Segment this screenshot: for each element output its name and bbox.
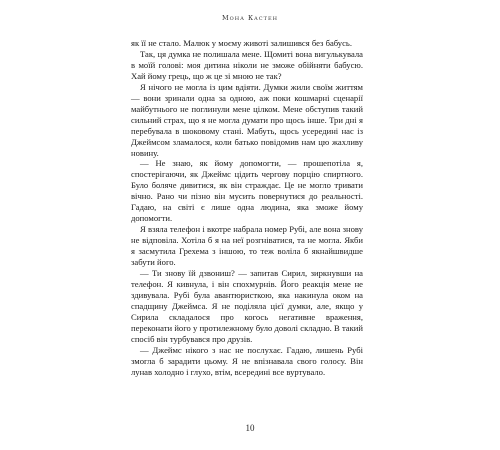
body-text	[131, 38, 363, 378]
paragraph: Я нічого не могла із цим вдіяти. Думки жили своїм життям — вони зринали одна за одною, аж поки кошмарні сценарії майбутнього не поглинули мене цілком. Мене обступив такий сильний страх, що я не могла думати про щось інше. Три дні я перебувала в шоковому стані. Мабуть, щось усередині нас із Джеймсом зламалося, коли батько повідомив нам цю жахливу новину.	[131, 81, 363, 158]
paragraph: як її не стало. Малюк у моєму животі залишився без бабусь.	[131, 38, 352, 48]
page-number: 10	[245, 423, 255, 433]
paragraph: — Не знаю, як йому допомогти, — прошепотіла я, спостерігаючи, як Джеймс цідить чергову порцію спиртного. Було боляче дивитися, як він страждає. Це не могло тривати вічно. Рано чи пізно він мусить повернутися до реальності. Гадаю, на світі є лише одна людина, яка зможе йому допомогти.	[131, 158, 363, 224]
paragraph: Так, ця думка не полишала мене. Щомиті вона вигулькувала в моїй голові: моя дитина ніколи не зможе обійняти бабусю. Хай йому грець, що ж це зі мною не так?	[131, 48, 363, 81]
paragraph: — Джеймс нікого з нас не послухає. Гадаю, лишень Рубі змогла б зарадити цьому. Я не впізнавала свого голосу. Він лунав холодно і глухо, втім, всередині все вуртувало.	[131, 344, 363, 377]
paragraph: Я взяла телефон і вкотре набрала номер Рубі, але вона знову не відповіла. Хотіла б я на неї розгніватися, та не могла. Якби я засмутила Грехема з іншою, то теж воліла б якнайшвидше забути його.	[131, 224, 363, 268]
running-head: Мона Кастен	[222, 14, 278, 22]
paragraph: — Ти знову їй дзвониш? — запитав Сирил, зиркнувши на телефон. Я кивнула, і він спохмурнів. Його реакція мене не здивувала. Рубі була авантюристкою, яка накинула оком на спадщину Джеймса. Я не поділяла цієї думки, але, якщо у Сирила складалося про когось негативне враження, переконати його у протилежному було доволі складно. В такий спосіб він турбувався про друзів.	[131, 268, 363, 344]
